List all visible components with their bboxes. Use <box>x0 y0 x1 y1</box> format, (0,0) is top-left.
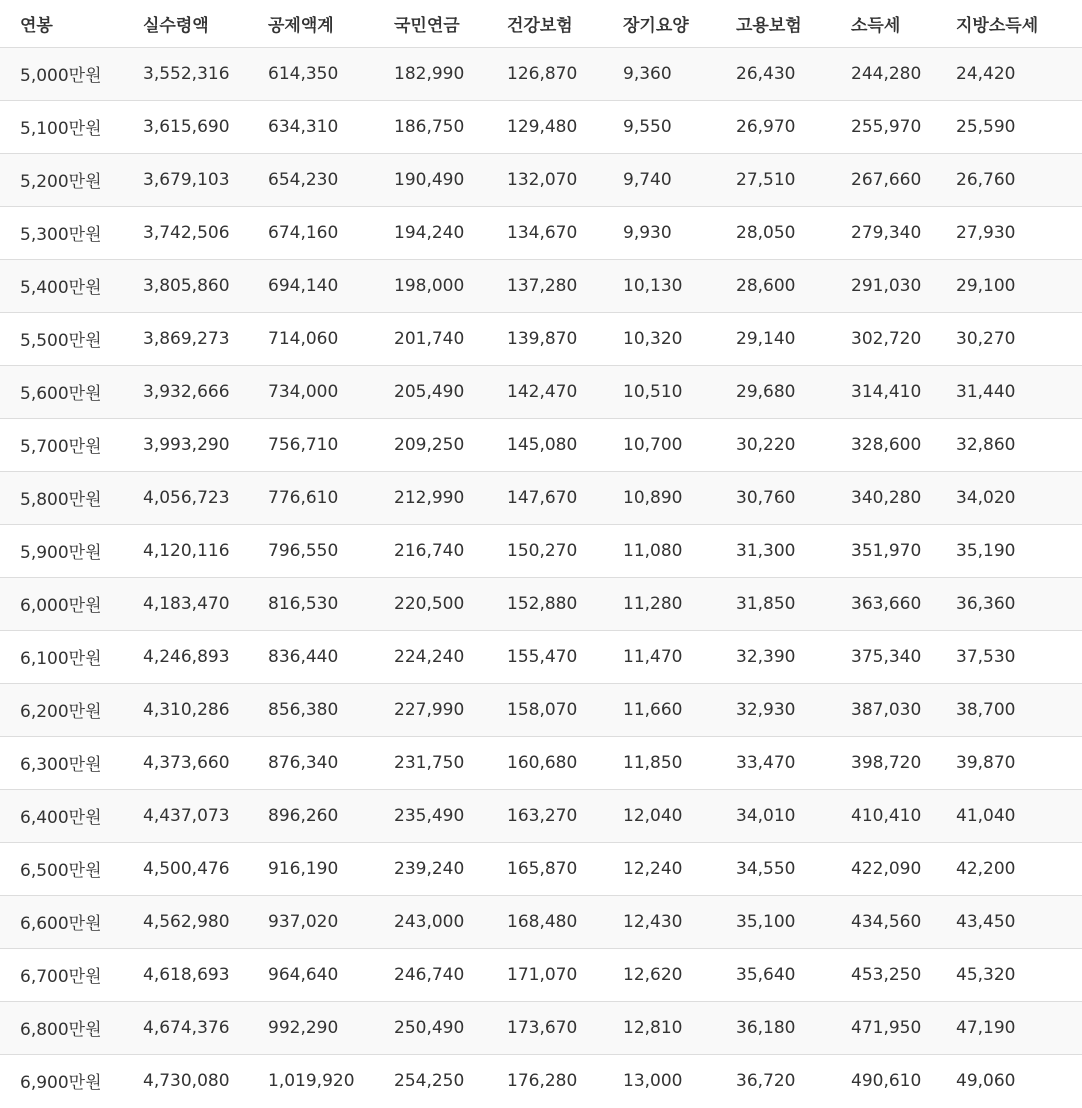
cell-employment-insurance: 36,720 <box>736 1070 796 1091</box>
cell-national-pension: 201,740 <box>394 328 465 349</box>
cell-total-deduction: 654,230 <box>268 169 339 190</box>
table-row <box>0 895 1082 948</box>
cell-health-insurance: 145,080 <box>507 434 578 455</box>
table-row <box>0 365 1082 418</box>
cell-income-tax: 302,720 <box>851 328 922 349</box>
cell-health-insurance: 129,480 <box>507 116 578 137</box>
table-row <box>0 630 1082 683</box>
cell-net-pay: 4,120,116 <box>143 540 230 561</box>
table-row <box>0 1054 1082 1107</box>
cell-annual-salary: 6,800만원 <box>20 1020 102 1040</box>
cell-health-insurance: 139,870 <box>507 328 578 349</box>
table-row <box>0 312 1082 365</box>
cell-employment-insurance: 30,760 <box>736 487 796 508</box>
cell-net-pay: 4,730,080 <box>143 1070 230 1091</box>
cell-income-tax: 314,410 <box>851 381 922 402</box>
column-header-income-tax: 소득세 <box>851 15 901 36</box>
cell-employment-insurance: 26,970 <box>736 116 796 137</box>
cell-net-pay: 3,869,273 <box>143 328 230 349</box>
cell-annual-salary: 6,700만원 <box>20 967 102 987</box>
cell-total-deduction: 896,260 <box>268 805 339 826</box>
cell-local-income-tax: 45,320 <box>956 964 1016 985</box>
cell-national-pension: 227,990 <box>394 699 465 720</box>
cell-annual-salary: 5,400만원 <box>20 278 102 298</box>
cell-annual-salary: 6,200만원 <box>20 702 102 722</box>
cell-total-deduction: 964,640 <box>268 964 339 985</box>
cell-local-income-tax: 34,020 <box>956 487 1016 508</box>
cell-long-term-care: 12,240 <box>623 858 683 879</box>
cell-income-tax: 255,970 <box>851 116 922 137</box>
column-header-annual-salary: 연봉 <box>20 15 53 36</box>
cell-health-insurance: 147,670 <box>507 487 578 508</box>
cell-long-term-care: 12,430 <box>623 911 683 932</box>
cell-annual-salary: 6,000만원 <box>20 596 102 616</box>
cell-national-pension: 186,750 <box>394 116 465 137</box>
cell-employment-insurance: 31,850 <box>736 593 796 614</box>
cell-national-pension: 254,250 <box>394 1070 465 1091</box>
cell-employment-insurance: 27,510 <box>736 169 796 190</box>
cell-net-pay: 3,805,860 <box>143 275 230 296</box>
cell-health-insurance: 173,670 <box>507 1017 578 1038</box>
cell-employment-insurance: 34,550 <box>736 858 796 879</box>
cell-long-term-care: 11,080 <box>623 540 683 561</box>
table-row <box>0 577 1082 630</box>
cell-health-insurance: 152,880 <box>507 593 578 614</box>
cell-long-term-care: 11,850 <box>623 752 683 773</box>
cell-local-income-tax: 31,440 <box>956 381 1016 402</box>
cell-long-term-care: 12,810 <box>623 1017 683 1038</box>
cell-long-term-care: 10,130 <box>623 275 683 296</box>
header-row <box>0 0 1082 47</box>
cell-employment-insurance: 26,430 <box>736 63 796 84</box>
cell-national-pension: 209,250 <box>394 434 465 455</box>
cell-health-insurance: 168,480 <box>507 911 578 932</box>
cell-annual-salary: 5,600만원 <box>20 384 102 404</box>
cell-long-term-care: 12,040 <box>623 805 683 826</box>
cell-annual-salary: 6,300만원 <box>20 755 102 775</box>
cell-income-tax: 453,250 <box>851 964 922 985</box>
cell-income-tax: 410,410 <box>851 805 922 826</box>
cell-employment-insurance: 29,680 <box>736 381 796 402</box>
cell-total-deduction: 614,350 <box>268 63 339 84</box>
cell-annual-salary: 6,500만원 <box>20 861 102 881</box>
cell-employment-insurance: 34,010 <box>736 805 796 826</box>
cell-health-insurance: 176,280 <box>507 1070 578 1091</box>
cell-net-pay: 3,932,666 <box>143 381 230 402</box>
cell-national-pension: 224,240 <box>394 646 465 667</box>
cell-local-income-tax: 38,700 <box>956 699 1016 720</box>
cell-income-tax: 375,340 <box>851 646 922 667</box>
cell-national-pension: 190,490 <box>394 169 465 190</box>
cell-local-income-tax: 26,760 <box>956 169 1016 190</box>
cell-annual-salary: 5,200만원 <box>20 172 102 192</box>
cell-employment-insurance: 29,140 <box>736 328 796 349</box>
cell-net-pay: 4,437,073 <box>143 805 230 826</box>
cell-income-tax: 267,660 <box>851 169 922 190</box>
cell-national-pension: 194,240 <box>394 222 465 243</box>
cell-health-insurance: 134,670 <box>507 222 578 243</box>
table-row <box>0 524 1082 577</box>
cell-income-tax: 279,340 <box>851 222 922 243</box>
cell-national-pension: 205,490 <box>394 381 465 402</box>
cell-employment-insurance: 28,050 <box>736 222 796 243</box>
cell-health-insurance: 150,270 <box>507 540 578 561</box>
cell-national-pension: 235,490 <box>394 805 465 826</box>
cell-local-income-tax: 49,060 <box>956 1070 1016 1091</box>
cell-employment-insurance: 36,180 <box>736 1017 796 1038</box>
cell-total-deduction: 1,019,920 <box>268 1070 355 1091</box>
cell-local-income-tax: 43,450 <box>956 911 1016 932</box>
cell-health-insurance: 160,680 <box>507 752 578 773</box>
cell-total-deduction: 714,060 <box>268 328 339 349</box>
cell-net-pay: 4,373,660 <box>143 752 230 773</box>
cell-income-tax: 471,950 <box>851 1017 922 1038</box>
cell-local-income-tax: 29,100 <box>956 275 1016 296</box>
table-row <box>0 1001 1082 1054</box>
cell-long-term-care: 9,930 <box>623 222 672 243</box>
cell-health-insurance: 163,270 <box>507 805 578 826</box>
cell-local-income-tax: 32,860 <box>956 434 1016 455</box>
table-row <box>0 47 1082 100</box>
cell-health-insurance: 126,870 <box>507 63 578 84</box>
table-row <box>0 418 1082 471</box>
cell-annual-salary: 5,500만원 <box>20 331 102 351</box>
cell-employment-insurance: 35,100 <box>736 911 796 932</box>
cell-long-term-care: 12,620 <box>623 964 683 985</box>
cell-health-insurance: 158,070 <box>507 699 578 720</box>
cell-income-tax: 340,280 <box>851 487 922 508</box>
cell-total-deduction: 992,290 <box>268 1017 339 1038</box>
cell-local-income-tax: 25,590 <box>956 116 1016 137</box>
cell-long-term-care: 11,280 <box>623 593 683 614</box>
cell-income-tax: 398,720 <box>851 752 922 773</box>
cell-employment-insurance: 32,390 <box>736 646 796 667</box>
cell-long-term-care: 9,360 <box>623 63 672 84</box>
cell-employment-insurance: 35,640 <box>736 964 796 985</box>
cell-local-income-tax: 24,420 <box>956 63 1016 84</box>
cell-local-income-tax: 36,360 <box>956 593 1016 614</box>
cell-annual-salary: 5,700만원 <box>20 437 102 457</box>
table-row <box>0 100 1082 153</box>
cell-long-term-care: 10,320 <box>623 328 683 349</box>
cell-total-deduction: 776,610 <box>268 487 339 508</box>
cell-local-income-tax: 42,200 <box>956 858 1016 879</box>
cell-employment-insurance: 31,300 <box>736 540 796 561</box>
cell-total-deduction: 674,160 <box>268 222 339 243</box>
cell-national-pension: 231,750 <box>394 752 465 773</box>
cell-health-insurance: 142,470 <box>507 381 578 402</box>
table-row <box>0 259 1082 312</box>
cell-long-term-care: 11,470 <box>623 646 683 667</box>
cell-national-pension: 239,240 <box>394 858 465 879</box>
table-row <box>0 789 1082 842</box>
cell-total-deduction: 734,000 <box>268 381 339 402</box>
cell-long-term-care: 10,510 <box>623 381 683 402</box>
cell-annual-salary: 6,100만원 <box>20 649 102 669</box>
cell-long-term-care: 9,550 <box>623 116 672 137</box>
cell-annual-salary: 5,300만원 <box>20 225 102 245</box>
cell-long-term-care: 10,700 <box>623 434 683 455</box>
cell-income-tax: 328,600 <box>851 434 922 455</box>
cell-national-pension: 246,740 <box>394 964 465 985</box>
cell-local-income-tax: 47,190 <box>956 1017 1016 1038</box>
cell-employment-insurance: 30,220 <box>736 434 796 455</box>
cell-annual-salary: 5,800만원 <box>20 490 102 510</box>
cell-national-pension: 250,490 <box>394 1017 465 1038</box>
cell-total-deduction: 756,710 <box>268 434 339 455</box>
table-row <box>0 842 1082 895</box>
cell-income-tax: 351,970 <box>851 540 922 561</box>
cell-local-income-tax: 35,190 <box>956 540 1016 561</box>
cell-employment-insurance: 33,470 <box>736 752 796 773</box>
cell-total-deduction: 916,190 <box>268 858 339 879</box>
cell-net-pay: 4,562,980 <box>143 911 230 932</box>
column-header-employment-insurance: 고용보험 <box>736 15 802 36</box>
column-header-national-pension: 국민연금 <box>394 15 460 36</box>
cell-annual-salary: 5,000만원 <box>20 66 102 86</box>
table-body <box>0 47 1082 1107</box>
column-header-health-insurance: 건강보험 <box>507 15 573 36</box>
cell-health-insurance: 137,280 <box>507 275 578 296</box>
cell-national-pension: 216,740 <box>394 540 465 561</box>
table-header <box>0 0 1082 47</box>
cell-income-tax: 244,280 <box>851 63 922 84</box>
cell-health-insurance: 132,070 <box>507 169 578 190</box>
cell-net-pay: 3,993,290 <box>143 434 230 455</box>
cell-income-tax: 422,090 <box>851 858 922 879</box>
cell-net-pay: 3,742,506 <box>143 222 230 243</box>
cell-income-tax: 490,610 <box>851 1070 922 1091</box>
cell-health-insurance: 165,870 <box>507 858 578 879</box>
cell-net-pay: 4,056,723 <box>143 487 230 508</box>
cell-long-term-care: 10,890 <box>623 487 683 508</box>
cell-annual-salary: 5,100만원 <box>20 119 102 139</box>
column-header-total-deduction: 공제액계 <box>268 15 334 36</box>
cell-net-pay: 4,183,470 <box>143 593 230 614</box>
cell-net-pay: 4,618,693 <box>143 964 230 985</box>
cell-net-pay: 4,674,376 <box>143 1017 230 1038</box>
cell-long-term-care: 13,000 <box>623 1070 683 1091</box>
cell-total-deduction: 836,440 <box>268 646 339 667</box>
cell-long-term-care: 11,660 <box>623 699 683 720</box>
column-header-long-term-care: 장기요양 <box>623 15 689 36</box>
cell-health-insurance: 155,470 <box>507 646 578 667</box>
cell-total-deduction: 876,340 <box>268 752 339 773</box>
cell-net-pay: 4,246,893 <box>143 646 230 667</box>
cell-income-tax: 363,660 <box>851 593 922 614</box>
cell-annual-salary: 6,900만원 <box>20 1073 102 1094</box>
cell-annual-salary: 6,400만원 <box>20 808 102 828</box>
cell-income-tax: 387,030 <box>851 699 922 720</box>
cell-local-income-tax: 27,930 <box>956 222 1016 243</box>
table-row <box>0 153 1082 206</box>
table-row <box>0 471 1082 524</box>
cell-net-pay: 3,552,316 <box>143 63 230 84</box>
table-row <box>0 683 1082 736</box>
cell-total-deduction: 816,530 <box>268 593 339 614</box>
cell-total-deduction: 937,020 <box>268 911 339 932</box>
cell-national-pension: 212,990 <box>394 487 465 508</box>
cell-net-pay: 4,310,286 <box>143 699 230 720</box>
cell-net-pay: 4,500,476 <box>143 858 230 879</box>
cell-income-tax: 291,030 <box>851 275 922 296</box>
cell-total-deduction: 634,310 <box>268 116 339 137</box>
table-row <box>0 948 1082 1001</box>
cell-health-insurance: 171,070 <box>507 964 578 985</box>
cell-national-pension: 198,000 <box>394 275 465 296</box>
cell-employment-insurance: 28,600 <box>736 275 796 296</box>
cell-net-pay: 3,615,690 <box>143 116 230 137</box>
cell-total-deduction: 796,550 <box>268 540 339 561</box>
table-row <box>0 206 1082 259</box>
cell-total-deduction: 856,380 <box>268 699 339 720</box>
cell-national-pension: 220,500 <box>394 593 465 614</box>
column-header-local-income-tax: 지방소득세 <box>956 15 1039 36</box>
cell-net-pay: 3,679,103 <box>143 169 230 190</box>
cell-annual-salary: 6,600만원 <box>20 914 102 934</box>
cell-local-income-tax: 41,040 <box>956 805 1016 826</box>
cell-local-income-tax: 39,870 <box>956 752 1016 773</box>
cell-long-term-care: 9,740 <box>623 169 672 190</box>
table-row <box>0 736 1082 789</box>
cell-income-tax: 434,560 <box>851 911 922 932</box>
cell-annual-salary: 5,900만원 <box>20 543 102 563</box>
cell-national-pension: 182,990 <box>394 63 465 84</box>
cell-total-deduction: 694,140 <box>268 275 339 296</box>
column-header-net-pay: 실수령액 <box>143 15 209 36</box>
cell-local-income-tax: 37,530 <box>956 646 1016 667</box>
cell-local-income-tax: 30,270 <box>956 328 1016 349</box>
cell-employment-insurance: 32,930 <box>736 699 796 720</box>
cell-national-pension: 243,000 <box>394 911 465 932</box>
